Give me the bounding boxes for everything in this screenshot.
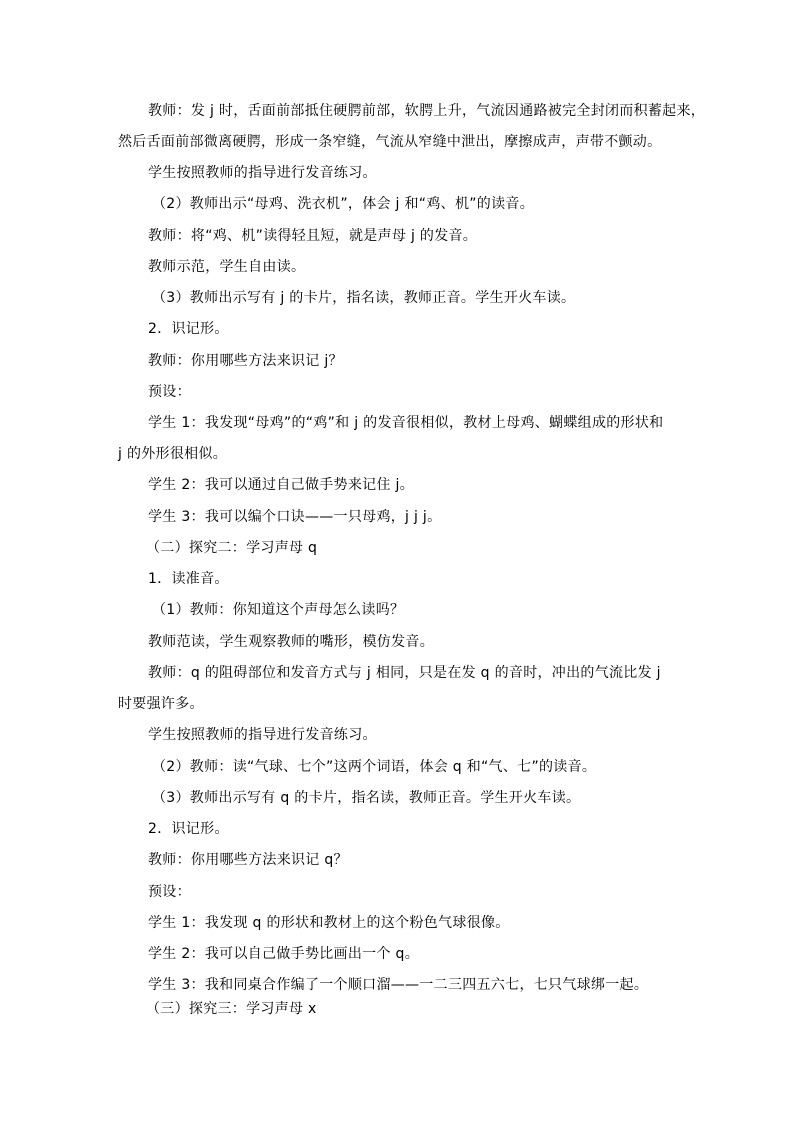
paragraph-line: （2）教师出示“母鸡、洗衣机”，体会 j 和“鸡、机”的读音。 <box>152 196 535 212</box>
paragraph-line: 学生 3：我可以编个口诀——一只母鸡，j j j。 <box>148 509 442 525</box>
paragraph-line: 预设： <box>148 884 191 900</box>
paragraph-line: 2．识记形。 <box>148 821 229 837</box>
paragraph-line: 时要强许多。 <box>118 696 204 712</box>
paragraph-line: 2．识记形。 <box>148 321 229 337</box>
paragraph-line: 1．读准音。 <box>148 571 229 587</box>
paragraph-line: （2）教师：读“气球、七个”这两个词语，体会 q 和“气、七”的读音。 <box>152 759 597 775</box>
paragraph-line: 教师：发 j 时，舌面前部抵住硬腭前部，软腭上升，气流因通路被完全封闭而积蓄起来， <box>148 103 706 119</box>
paragraph-line: 学生 1：我发现 q 的形状和教材上的这个粉色气球很像。 <box>148 915 510 931</box>
paragraph-line: 学生按照教师的指导进行发音练习。 <box>148 727 377 743</box>
paragraph-line: 预设： <box>148 384 191 400</box>
paragraph-line: 教师范读，学生观察教师的嘴形，模仿发音。 <box>148 634 434 650</box>
paragraph-line: 学生按照教师的指导进行发音练习。 <box>148 165 377 181</box>
paragraph-line: 教师：你用哪些方法来识记 q？ <box>148 852 348 868</box>
paragraph-line: 学生 2：我可以自己做手势比画出一个 q。 <box>148 946 419 962</box>
paragraph-line: 学生 3：我和同桌合作编了一个顺口溜——一二三四五六七，七只气球绑一起。 <box>148 977 649 993</box>
paragraph-line: （3）教师出示写有 q 的卡片，指名读，教师正音。学生开火车读。 <box>152 790 581 806</box>
paragraph-line: 教师：你用哪些方法来识记 j？ <box>148 353 343 369</box>
paragraph-line: （3）教师出示写有 j 的卡片，指名读，教师正音。学生开火车读。 <box>152 290 576 306</box>
section-heading: （三）探究三：学习声母 x <box>146 1001 317 1017</box>
paragraph-line: 学生 1：我发现“母鸡”的“鸡”和 j 的发音很相似，教材上母鸡、蝴蝶组成的形状和 <box>148 415 664 431</box>
paragraph-line: 教师示范，学生自由读。 <box>148 259 306 275</box>
paragraph-line: 学生 2：我可以通过自己做手势来记住 j。 <box>148 477 414 493</box>
section-heading: （二）探究二：学习声母 q <box>146 540 318 556</box>
paragraph-line: j 的外形很相似。 <box>118 446 228 462</box>
paragraph-line: 然后舌面前部微离硬腭，形成一条窄缝，气流从窄缝中泄出，摩擦成声，声带不颤动。 <box>118 134 662 150</box>
paragraph-line: （1）教师：你知道这个声母怎么读吗？ <box>152 602 405 618</box>
paragraph-line: 教师：将“鸡、机”读得轻且短，就是声母 j 的发音。 <box>148 228 478 244</box>
paragraph-line: 教师：q 的阻碍部位和发音方式与 j 相同，只是在发 q 的音时，冲出的气流比发 j <box>148 665 661 681</box>
